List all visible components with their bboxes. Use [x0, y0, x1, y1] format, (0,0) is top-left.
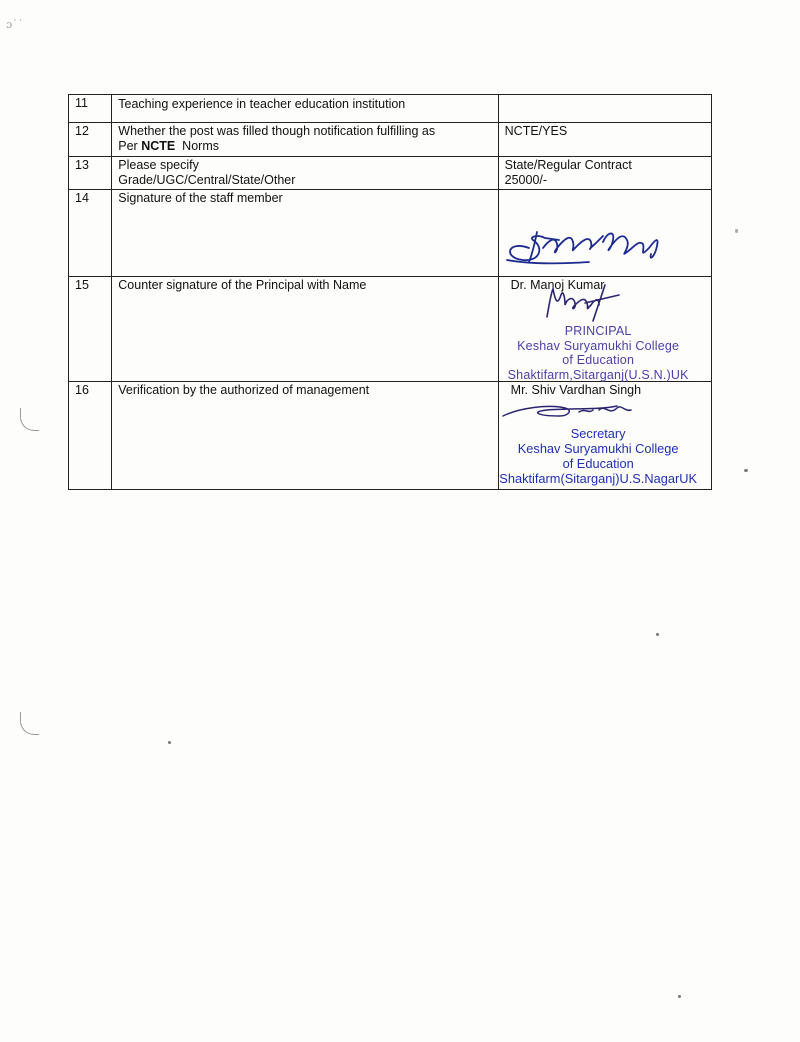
scan-mark: ɔ˙˙	[6, 18, 24, 31]
row-item: Verification by the authorized of management	[112, 382, 498, 490]
row-item	[112, 123, 498, 157]
table-row	[69, 382, 712, 490]
punch-hole-mark	[20, 712, 39, 735]
row-number: 15	[69, 277, 112, 382]
stamp-line: Shaktifarm(Sitarganj)U.S.NagarUK	[499, 471, 698, 486]
row-number: 16	[69, 382, 112, 490]
principal-name: Dr. Manoj Kumar	[510, 278, 605, 292]
row-item	[112, 157, 498, 190]
table-row	[69, 157, 712, 190]
stamp-line: Keshav Suryamukhi College	[517, 441, 679, 456]
row-number: 13	[69, 157, 112, 190]
row-value	[498, 382, 711, 490]
row-item-line: Please specify	[118, 158, 199, 172]
table-row	[69, 277, 712, 382]
punch-hole-mark	[20, 408, 39, 431]
stamp-line: Secretary	[570, 426, 626, 441]
scan-speck	[744, 469, 748, 472]
row-item-bold-text: NCTE	[141, 139, 176, 153]
row-item: Counter signature of the Principal with Name	[112, 277, 498, 382]
row-item-line: Whether the post was filled though notification fulfilling as	[118, 124, 436, 138]
row-value	[498, 277, 711, 382]
row-value: NCTE/YES	[498, 123, 711, 157]
row-number: 14	[69, 190, 112, 277]
row-item: Signature of the staff member	[112, 190, 498, 277]
secretary-signature	[499, 398, 698, 424]
row-number: 12	[69, 123, 112, 157]
row-item-line	[118, 139, 491, 154]
row-value	[498, 95, 711, 123]
scan-speck	[656, 633, 659, 636]
scan-speck	[735, 229, 738, 233]
secretary-stamp	[499, 426, 698, 486]
row-value-line: State/Regular Contract	[504, 158, 632, 172]
staff-details-table	[68, 94, 712, 490]
stamp-line: of Education	[562, 353, 635, 367]
row-value-line: 25000/-	[504, 173, 548, 187]
stamp-line: PRINCIPAL	[564, 324, 632, 338]
row-item-text: Per	[118, 139, 142, 153]
row-item: Teaching experience in teacher education institution	[112, 95, 498, 123]
row-value	[498, 157, 711, 190]
scan-speck	[678, 995, 681, 998]
secretary-name: Mr. Shiv Vardhan Singh	[510, 383, 642, 397]
scan-speck	[168, 741, 171, 744]
principal-signature	[535, 281, 625, 323]
stamp-line: Keshav Suryamukhi College	[517, 338, 680, 353]
row-value	[498, 190, 711, 277]
stamp-line: of Education	[562, 456, 634, 471]
table-row	[69, 123, 712, 157]
table-row	[69, 190, 712, 277]
stamp-line: Shaktifarm,Sitarganj(U.S.N.)UK	[507, 367, 689, 382]
row-item-line: Grade/UGC/Central/State/Other	[118, 173, 296, 187]
row-number: 11	[69, 95, 112, 123]
table-row	[69, 95, 712, 123]
principal-stamp	[499, 324, 698, 382]
row-item-text: Norms	[175, 139, 219, 153]
staff-signature	[499, 218, 674, 270]
